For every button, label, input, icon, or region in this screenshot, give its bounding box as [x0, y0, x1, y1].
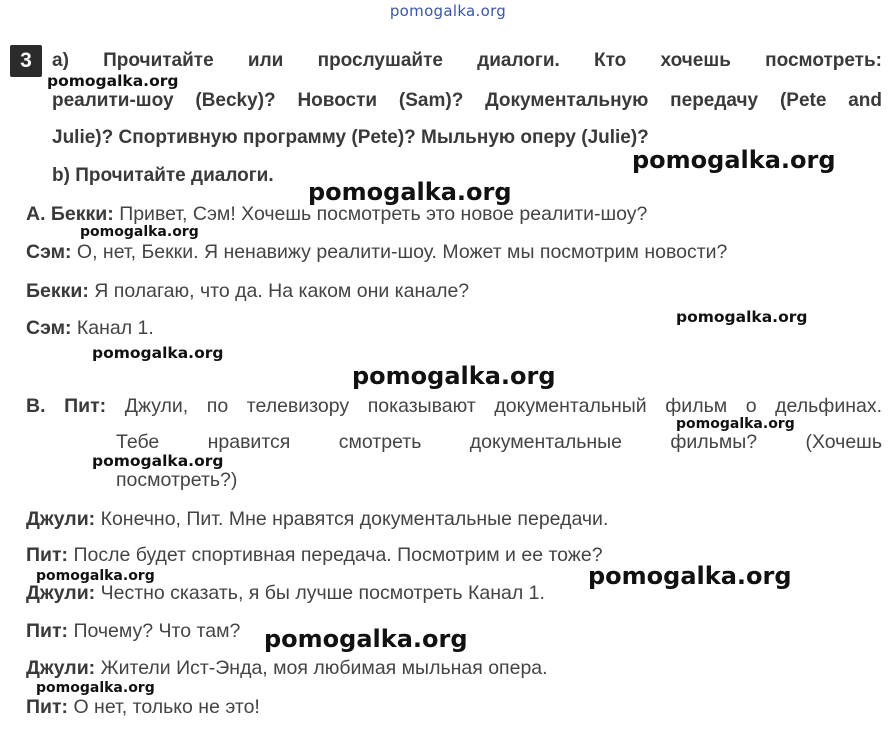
- dialogue-line: [26, 696, 260, 719]
- dialogue-text: Канал 1.: [71, 317, 154, 339]
- speaker-label: Сэм:: [26, 317, 72, 339]
- watermark: pomogalka.org: [47, 72, 179, 90]
- dialogue-text: Жители Ист-Энда, моя любимая мыльная опера.: [95, 657, 548, 679]
- dialogue-text: Привет, Сэм! Хочешь посмотреть это новое реалити-шоу?: [113, 203, 648, 225]
- instruction-a-line1: а) Прочитайте или прослушайте диалоги. Кто хочешь посмотреть:: [52, 50, 882, 71]
- instruction-b-line: b) Прочитайте диалоги.: [52, 165, 274, 186]
- dialogue-line: [26, 317, 154, 340]
- speaker-label: Сэм:: [26, 241, 72, 263]
- speaker-label: В. Пит:: [26, 395, 107, 417]
- dialogue-line: [26, 241, 727, 264]
- watermark: pomogalka.org: [80, 224, 199, 240]
- watermark: pomogalka.org: [36, 680, 155, 696]
- watermark: pomogalka.org: [264, 625, 468, 653]
- speaker-label: Бекки:: [26, 280, 89, 302]
- dialogue-text: Почему? Что там?: [68, 620, 241, 642]
- dialogue-line: [26, 582, 545, 605]
- watermark: pomogalka.org: [676, 308, 808, 326]
- dialogue-text: О нет, только не это!: [68, 696, 260, 718]
- watermark: pomogalka.org: [36, 568, 155, 584]
- dialogue-text: Я полагаю, что да. На каком они канале?: [88, 280, 470, 302]
- dialogue-continuation-2: посмотреть?): [116, 469, 238, 491]
- watermark: pomogalka.org: [352, 362, 556, 390]
- speaker-label: А. Бекки:: [26, 203, 114, 225]
- watermark: pomogalka.org: [92, 452, 224, 470]
- dialogue-text: Джули, по телевизору показывают документальный фильм о дельфинах.: [106, 395, 882, 417]
- speaker-label: Джули:: [26, 582, 96, 604]
- speaker-label: Пит:: [26, 544, 69, 566]
- dialogue-line: [26, 544, 603, 567]
- dialogue-line: [26, 203, 647, 226]
- speaker-label: Джули:: [26, 657, 96, 679]
- instruction-a-line2: реалити-шоу (Becky)? Новости (Sam)? Документальную передачу (Pete and: [52, 90, 882, 111]
- watermark: pomogalka.org: [588, 562, 792, 590]
- dialogue-line: [26, 657, 548, 680]
- dialogue-text: После будет спортивная передача. Посмотрим и ее тоже?: [68, 544, 603, 566]
- exercise-number-badge: 3: [10, 45, 42, 77]
- watermark: pomogalka.org: [632, 146, 836, 174]
- dialogue-text: Честно сказать, я бы лучше посмотреть Канал 1.: [95, 582, 545, 604]
- dialogue-line: [26, 508, 608, 531]
- speaker-label: Пит:: [26, 620, 69, 642]
- dialogue-text: О, нет, Бекки. Я ненавижу реалити-шоу. Может мы посмотрим новости?: [71, 241, 728, 263]
- dialogue-line: [26, 620, 240, 643]
- watermark: pomogalka.org: [308, 178, 512, 206]
- dialogue-text: Конечно, Пит. Мне нравятся документальные передачи.: [95, 508, 609, 530]
- speaker-label: Пит:: [26, 696, 69, 718]
- instruction-a-line3: Julie)? Спортивную программу (Pete)? Мыльную оперу (Julie)?: [52, 127, 649, 148]
- dialogue-line: [26, 395, 882, 418]
- watermark: pomogalka.org: [676, 416, 795, 432]
- watermark: pomogalka.org: [92, 344, 224, 362]
- dialogue-line: [26, 280, 469, 303]
- speaker-label: Джули:: [26, 508, 96, 530]
- dialogue-continuation-1: Тебе нравится смотреть документальные фильмы? (Хочешь: [116, 431, 882, 453]
- header-watermark: pomogalka.org: [389, 2, 507, 20]
